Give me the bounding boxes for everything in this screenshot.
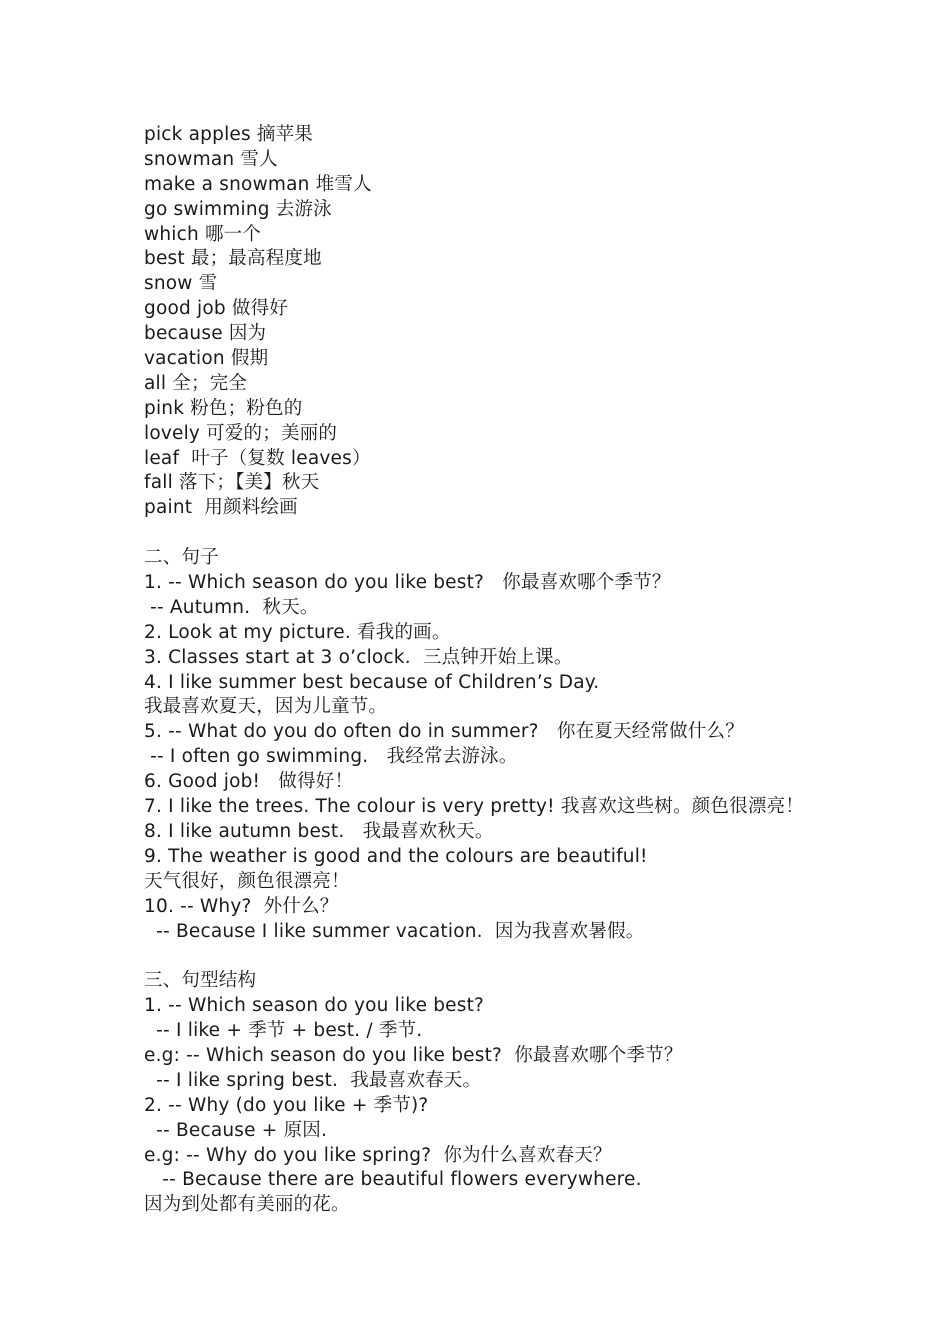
sentence-line: 7. I like the trees. The colour is very pretty! 我喜欢这些树。颜色很漂亮！ bbox=[144, 796, 804, 818]
vocabulary-list bbox=[144, 123, 924, 521]
sentence-line: 3. Classes start at 3 o’clock. 三点钟开始上课。 bbox=[144, 646, 573, 668]
vocab-item: lovely 可爱的；美丽的 bbox=[144, 422, 338, 444]
sentence-line: 4. I like summer best because of Children’s Day. bbox=[144, 671, 600, 693]
sentence-line: 天气很好，颜色很漂亮！ bbox=[144, 870, 350, 892]
vocab-item: best 最；最高程度地 bbox=[144, 248, 322, 270]
structure-line: 1. -- Which season do you like best? bbox=[144, 995, 485, 1017]
vocab-item: because 因为 bbox=[144, 323, 267, 345]
sentence-line: -- Because I like summer vacation. 因为我喜欢暑假。 bbox=[144, 920, 645, 942]
vocab-item: leaf 叶子（复数 leaves） bbox=[144, 447, 371, 469]
sentence-line: 8. I like autumn best. 我最喜欢秋天。 bbox=[144, 820, 494, 842]
sentence-line: -- I often go swimming. 我经常去游泳。 bbox=[144, 746, 518, 768]
structure-line: 因为到处都有美丽的花。 bbox=[144, 1194, 350, 1216]
vocab-item: vacation 假期 bbox=[144, 348, 269, 370]
structure-line: -- I like + 季节 + best. / 季节. bbox=[144, 1020, 423, 1042]
sentence-line: 5. -- What do you do often do in summer? 你在夏天经常做什么？ bbox=[144, 721, 744, 743]
sentence-line: 1. -- Which season do you like best? 你最喜欢哪个季节？ bbox=[144, 572, 671, 594]
vocab-item: snow 雪 bbox=[144, 273, 218, 295]
sentences-section bbox=[144, 546, 924, 944]
sentence-line: 2. Look at my picture. 看我的画。 bbox=[144, 621, 451, 643]
vocab-item: paint 用颜料绘画 bbox=[144, 497, 298, 519]
vocab-item: snowman 雪人 bbox=[144, 148, 278, 170]
vocab-item: all 全；完全 bbox=[144, 372, 248, 394]
vocab-item: go swimming 去游泳 bbox=[144, 198, 332, 220]
vocab-item: make a snowman 堆雪人 bbox=[144, 173, 372, 195]
structure-line: -- Because + 原因. bbox=[144, 1119, 328, 1141]
section-heading: 二、句子 bbox=[144, 547, 219, 569]
section-heading: 三、句型结构 bbox=[144, 970, 257, 992]
structures-section bbox=[144, 969, 924, 1218]
spacer bbox=[144, 944, 924, 969]
sentence-line: 9. The weather is good and the colours are beautiful! bbox=[144, 845, 648, 867]
vocab-item: fall 落下；【美】秋天 bbox=[144, 472, 320, 494]
sentence-line: 10. -- Why? 外什么？ bbox=[144, 895, 339, 917]
vocab-item: pick apples 摘苹果 bbox=[144, 124, 314, 145]
document-page bbox=[144, 123, 924, 1218]
sentence-line: 6. Good job! 做得好！ bbox=[144, 771, 354, 793]
structure-line: -- Because there are beautiful flowers everywhere. bbox=[144, 1169, 642, 1191]
sentence-line: 我最喜欢夏天，因为儿童节。 bbox=[144, 696, 388, 718]
structure-line: e.g: -- Which season do you like best? 你最喜欢哪个季节？ bbox=[144, 1044, 683, 1066]
sentence-line: -- Autumn. 秋天。 bbox=[144, 596, 319, 618]
structure-line: -- I like spring best. 我最喜欢春天。 bbox=[144, 1069, 482, 1091]
spacer bbox=[144, 521, 924, 546]
structure-line: e.g: -- Why do you like spring? 你为什么喜欢春天？ bbox=[144, 1144, 612, 1166]
vocab-item: good job 做得好 bbox=[144, 298, 288, 320]
structure-line: 2. -- Why (do you like + 季节)? bbox=[144, 1094, 429, 1116]
vocab-item: which 哪一个 bbox=[144, 223, 262, 245]
vocab-item: pink 粉色；粉色的 bbox=[144, 397, 303, 419]
